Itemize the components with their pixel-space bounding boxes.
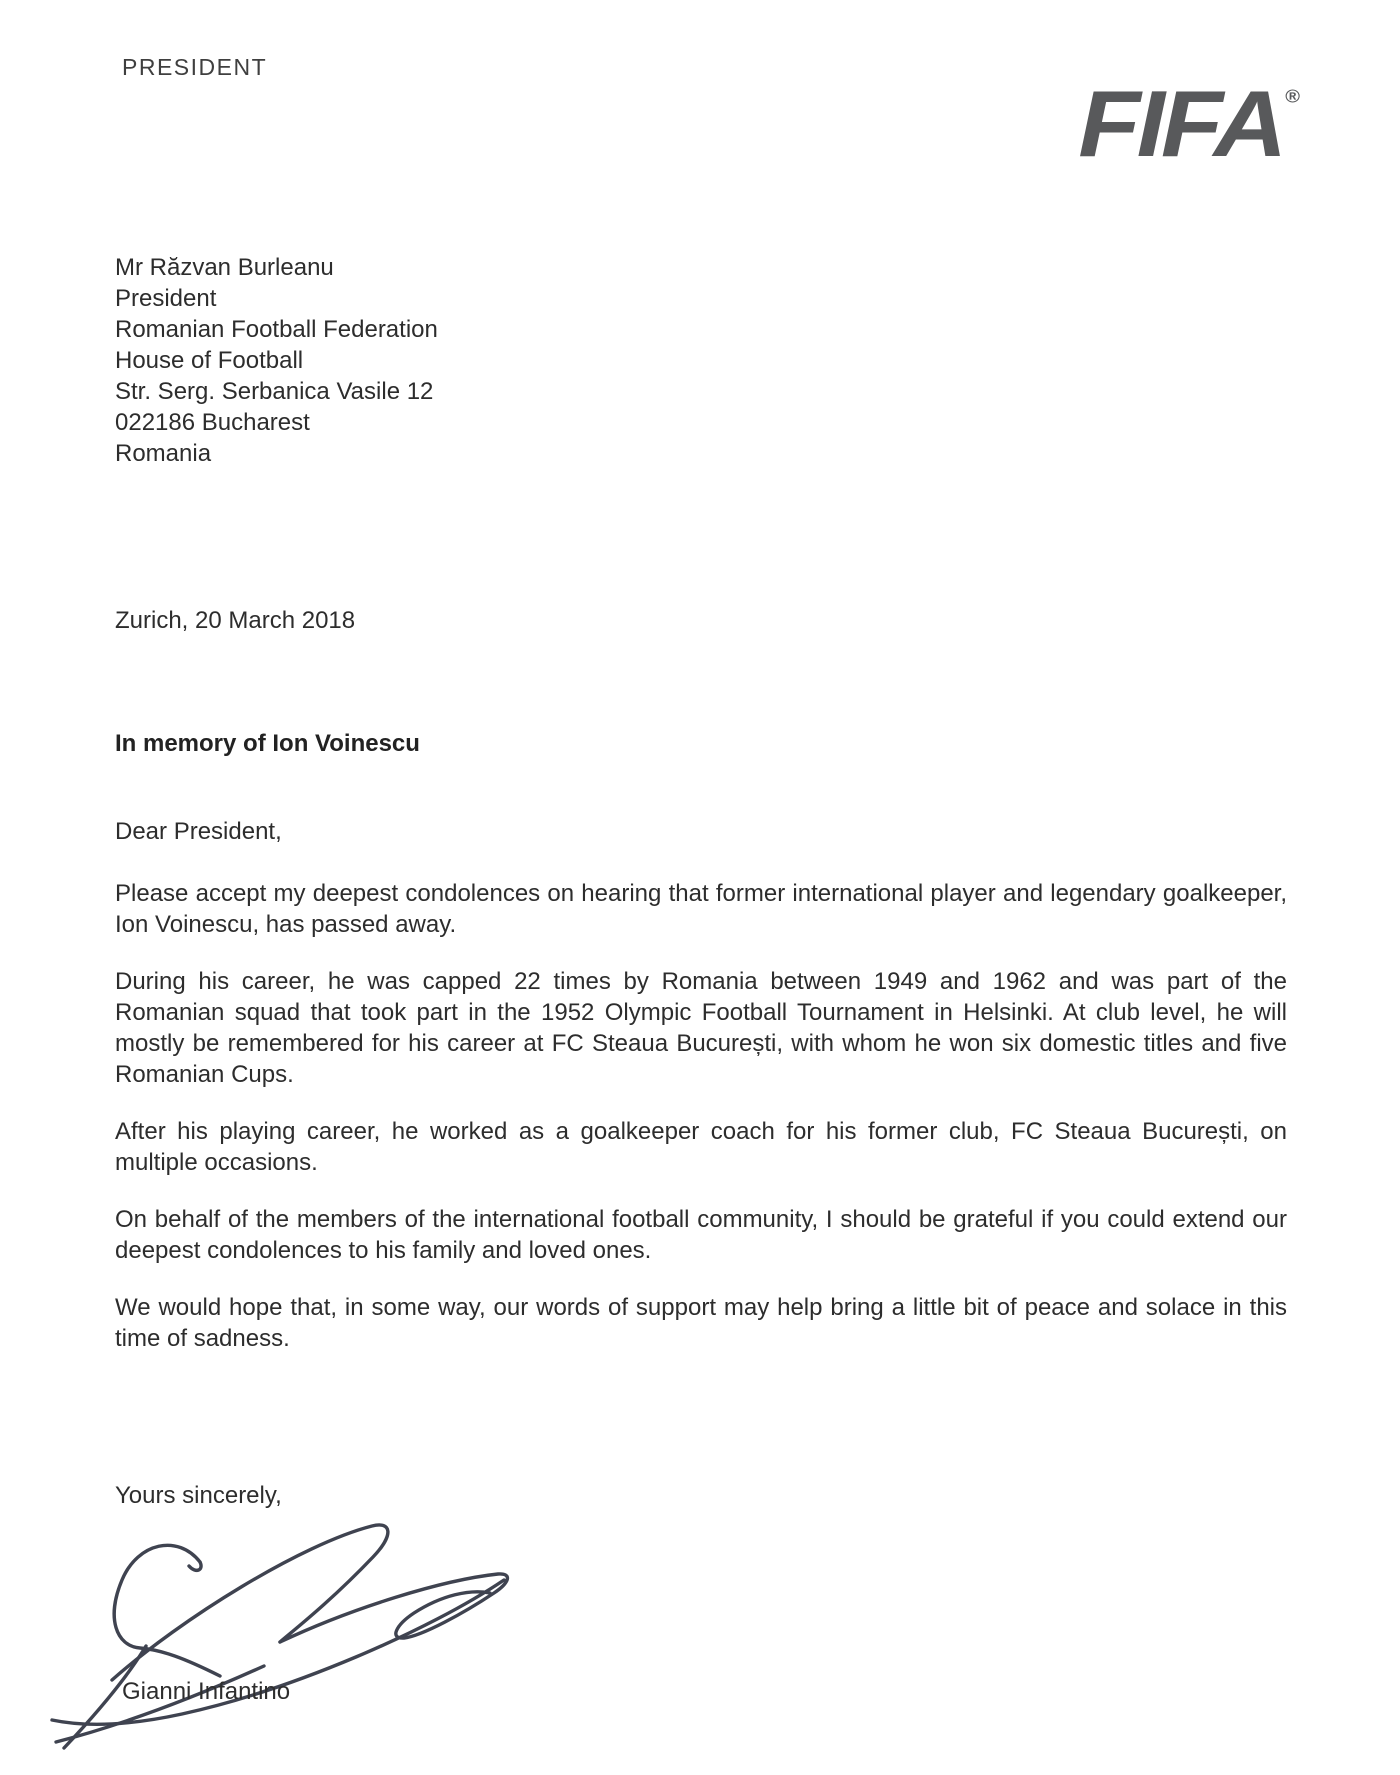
body-paragraph-3: After his playing career, he worked as a goalkeeper coach for his former club, FC Steaua București, on multiple occasions. — [115, 1118, 1287, 1176]
body-paragraph-4: On behalf of the members of the international football community, I should be grateful if you could extend our deepest condolences to his family and loved ones. — [115, 1206, 1287, 1264]
signature-block — [50, 1508, 530, 1773]
body-paragraph-2: During his career, he was capped 22 times by Romania between 1949 and 1962 and was part of the Romanian squad that took part in the 1952 Olympic Football Tournament in Helsinki. At club level, he will mostly be remembered for his career at FC Steaua București, with whom he won six domestic titles and five Romanian Cups. — [115, 968, 1287, 1088]
signer-name: Gianni Infantino — [122, 1678, 291, 1705]
fifa-logo-text: FIFA — [1078, 71, 1284, 177]
recipient-building: House of Football — [115, 347, 304, 374]
dateline: Zurich, 20 March 2018 — [115, 607, 356, 634]
recipient-role: President — [115, 285, 217, 312]
recipient-street: Str. Serg. Serbanica Vasile 12 — [115, 378, 434, 405]
recipient-organization: Romanian Football Federation — [115, 316, 438, 343]
recipient-city: 022186 Bucharest — [115, 409, 310, 436]
sender-title: PRESIDENT — [122, 54, 268, 80]
letter-body — [115, 878, 1287, 1380]
salutation: Dear President, — [115, 818, 282, 845]
recipient-address-block — [115, 252, 438, 469]
registered-trademark-icon: ® — [1285, 87, 1300, 108]
subject-line: In memory of Ion Voinescu — [115, 730, 420, 757]
closing-phrase: Yours sincerely, — [115, 1482, 282, 1509]
body-paragraph-5: We would hope that, in some way, our words of support may help bring a little bit of peace and solace in this time of sadness. — [115, 1294, 1287, 1352]
recipient-country: Romania — [115, 440, 212, 467]
fifa-logo — [1078, 53, 1300, 177]
body-paragraph-1: Please accept my deepest condolences on hearing that former international player and legendary goalkeeper, Ion Voinescu, has passed away. — [115, 880, 1287, 938]
recipient-name: Mr Răzvan Burleanu — [115, 254, 334, 281]
handwritten-signature-icon — [50, 1508, 530, 1773]
